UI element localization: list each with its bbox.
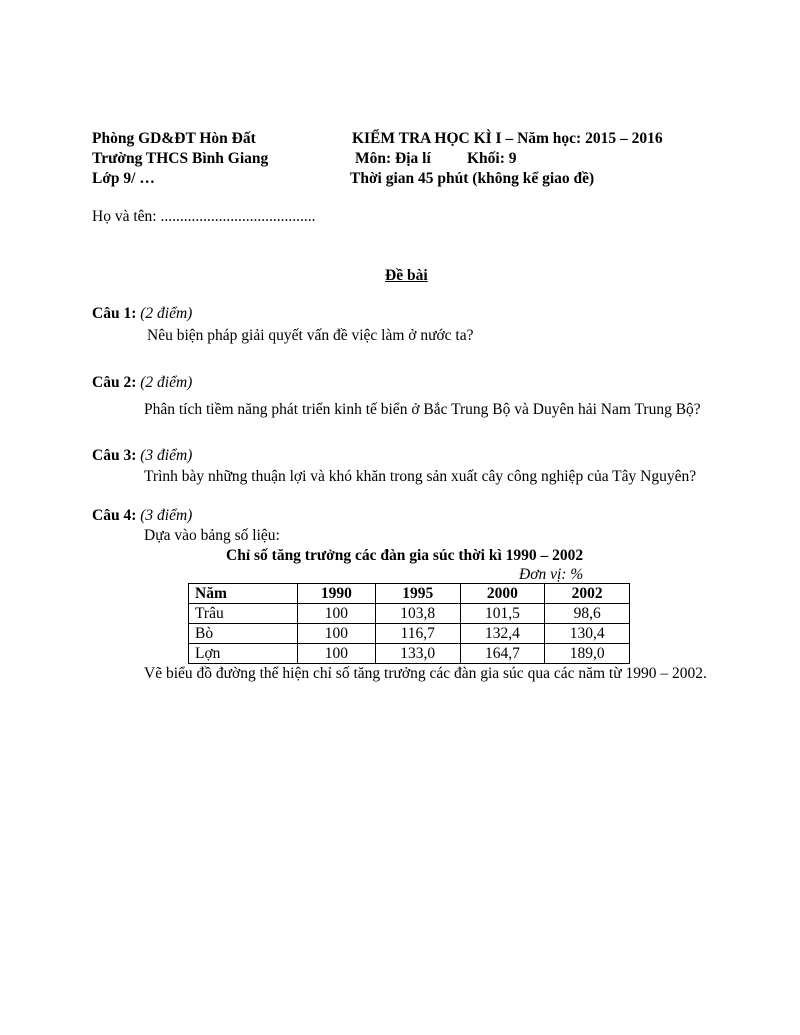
table-header-cell: 2002 bbox=[545, 584, 630, 604]
table-cell: 132,4 bbox=[460, 624, 545, 644]
question-points: (2 điểm) bbox=[140, 305, 193, 322]
question-points: (2 điểm) bbox=[140, 374, 193, 391]
subject-label: Môn: Địa lí bbox=[355, 150, 431, 167]
question-label: Câu 1: bbox=[92, 305, 137, 322]
table-cell: 100 bbox=[298, 644, 376, 664]
question-label: Câu 3: bbox=[92, 447, 137, 464]
section-title: Đề bài bbox=[385, 267, 428, 284]
student-name-field: Họ và tên: ........................................ bbox=[92, 208, 316, 225]
table-cell: Lợn bbox=[189, 644, 298, 664]
table-cell: 130,4 bbox=[545, 624, 630, 644]
table-header-cell: 1990 bbox=[298, 584, 376, 604]
duration-label: Thời gian 45 phút (không kể giao đề) bbox=[350, 170, 595, 187]
question-3-heading bbox=[92, 445, 192, 467]
question-4-text: Dựa vào bảng số liệu: bbox=[144, 527, 280, 544]
table-cell: 100 bbox=[298, 624, 376, 644]
exam-title: KIỂM TRA HỌC KÌ I – Năm học: 2015 – 2016 bbox=[352, 130, 663, 147]
table-cell: Bò bbox=[189, 624, 298, 644]
table-header-cell: 1995 bbox=[375, 584, 460, 604]
class-label: Lớp 9/ … bbox=[92, 170, 155, 187]
table-row bbox=[189, 604, 630, 624]
table-row bbox=[189, 644, 630, 664]
table-title: Chỉ số tăng trưởng các đàn gia súc thời kì 1990 – 2002 bbox=[226, 547, 584, 564]
question-1-text: Nêu biện pháp giải quyết vấn đề việc làm ở nước ta? bbox=[147, 327, 474, 344]
table-cell: 116,7 bbox=[375, 624, 460, 644]
table-cell: 164,7 bbox=[460, 644, 545, 664]
question-points: (3 điểm) bbox=[140, 447, 193, 464]
table-header-cell: 2000 bbox=[460, 584, 545, 604]
table-cell: 101,5 bbox=[460, 604, 545, 624]
question-label: Câu 4: bbox=[92, 507, 137, 524]
table-cell: 98,6 bbox=[545, 604, 630, 624]
question-label: Câu 2: bbox=[92, 374, 137, 391]
table-cell: 189,0 bbox=[545, 644, 630, 664]
table-cell: 133,0 bbox=[375, 644, 460, 664]
question-2-heading bbox=[92, 372, 192, 394]
table-unit: Đơn vị: % bbox=[519, 566, 584, 583]
table-row bbox=[189, 624, 630, 644]
livestock-growth-table bbox=[188, 583, 630, 664]
table-header-row bbox=[189, 584, 630, 604]
table-cell: Trâu bbox=[189, 604, 298, 624]
table-cell: 103,8 bbox=[375, 604, 460, 624]
question-4-heading bbox=[92, 505, 192, 527]
school-name: Trường THCS Bình Giang bbox=[92, 150, 269, 167]
grade-label: Khối: 9 bbox=[467, 150, 517, 167]
department-name: Phòng GD&ĐT Hòn Đất bbox=[92, 130, 256, 147]
table-cell: 100 bbox=[298, 604, 376, 624]
table-header-cell: Năm bbox=[189, 584, 298, 604]
question-2-text: Phân tích tiềm năng phát triển kinh tế biển ở Bắc Trung Bộ và Duyên hải Nam Trung Bộ? bbox=[144, 401, 701, 418]
question-points: (3 điểm) bbox=[140, 507, 193, 524]
question-1-heading bbox=[92, 303, 192, 325]
task-text: Vẽ biểu đồ đường thể hiện chỉ số tăng trưởng các đàn gia súc qua các năm từ 1990 – 2002. bbox=[144, 665, 707, 682]
question-3-text: Trình bày những thuận lợi và khó khăn trong sản xuất cây công nghiệp của Tây Nguyên? bbox=[144, 468, 697, 485]
